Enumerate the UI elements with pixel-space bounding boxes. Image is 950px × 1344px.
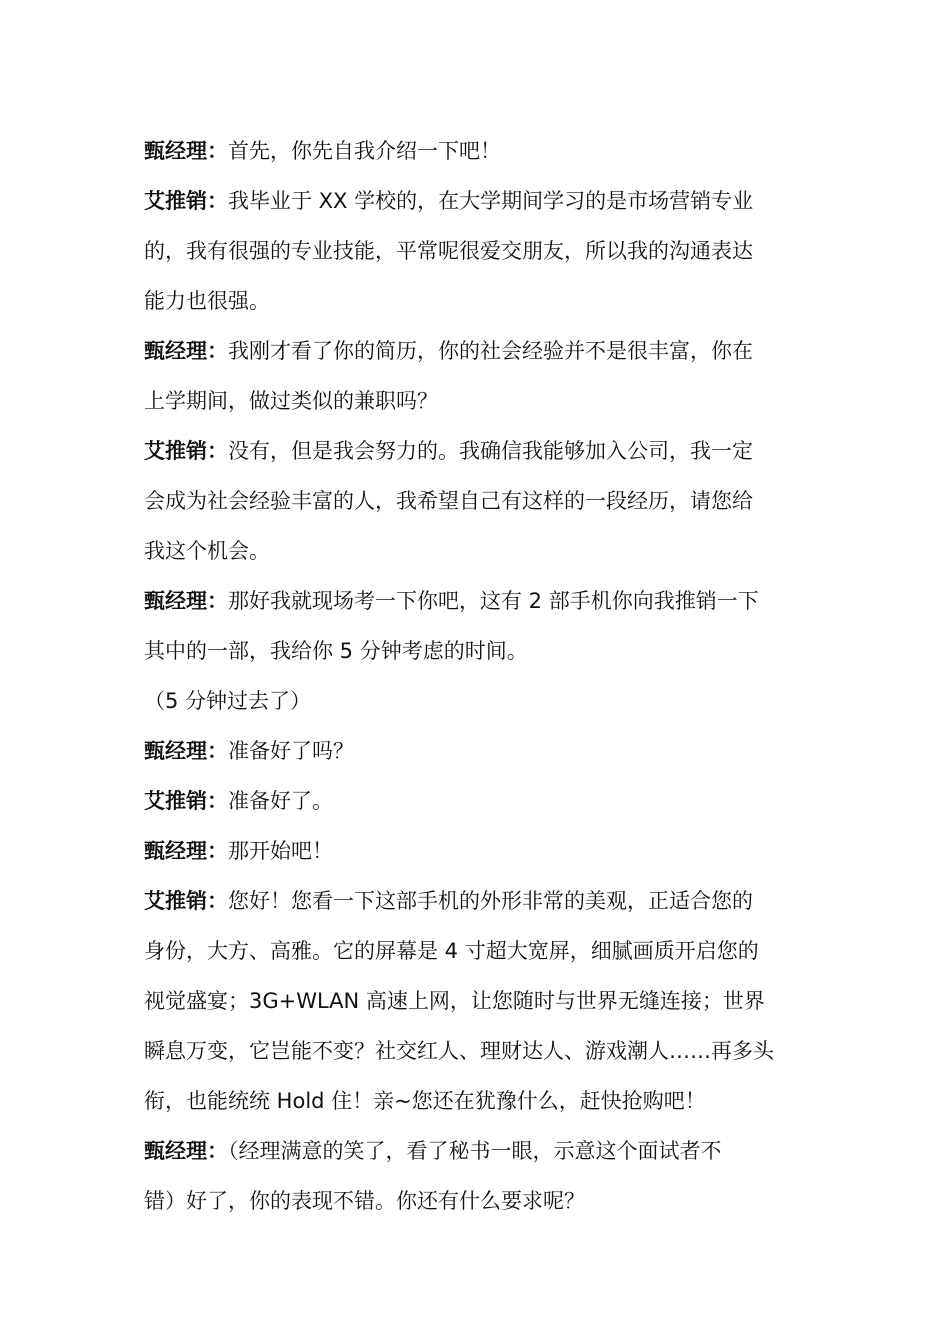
dialogue-line xyxy=(144,676,814,726)
speaker-label: 甄经理： xyxy=(144,339,228,363)
dialogue-line xyxy=(144,1176,814,1226)
dialogue-line xyxy=(144,926,814,976)
dialogue-line xyxy=(144,1076,814,1126)
dialogue-line xyxy=(144,176,814,226)
dialogue-text: 会成为社会经验丰富的人，我希望自己有这样的一段经历，请您给 xyxy=(144,489,753,513)
dialogue-line xyxy=(144,1026,814,1076)
dialogue-line xyxy=(144,426,814,476)
dialogue-text: 那好我就现场考一下你吧，这有 2 部手机你向我推销一下 xyxy=(228,589,759,613)
dialogue-text: 能力也很强。 xyxy=(144,289,270,313)
dialogue-text: 错）好了，你的表现不错。你还有什么要求呢？ xyxy=(144,1189,585,1213)
dialogue-line xyxy=(144,626,814,676)
dialogue-text: 首先，你先自我介绍一下吧！ xyxy=(228,139,501,163)
dialogue-text: 我这个机会。 xyxy=(144,539,270,563)
dialogue-text: 上学期间，做过类似的兼职吗？ xyxy=(144,389,438,413)
speaker-label: 艾推销： xyxy=(144,789,228,813)
speaker-label: 甄经理： xyxy=(144,739,228,763)
dialogue-line xyxy=(144,476,814,526)
dialogue-line xyxy=(144,826,814,876)
dialogue-text: 衔，也能统统 Hold 住！亲~您还在犹豫什么，赶快抢购吧！ xyxy=(144,1089,706,1113)
dialogue-text: 您好！您看一下这部手机的外形非常的美观，正适合您的 xyxy=(228,889,753,913)
dialogue-line xyxy=(144,276,814,326)
dialogue-text: 其中的一部，我给你 5 分钟考虑的时间。 xyxy=(144,639,528,663)
dialogue-line xyxy=(144,1126,814,1176)
dialogue-text: 没有，但是我会努力的。我确信我能够加入公司，我一定 xyxy=(228,439,753,463)
dialogue-line xyxy=(144,776,814,826)
dialogue-text: （经理满意的笑了，看了秘书一眼，示意这个面试者不 xyxy=(228,1139,722,1163)
dialogue-line xyxy=(144,326,814,376)
speaker-label: 甄经理： xyxy=(144,839,228,863)
speaker-label: 甄经理： xyxy=(144,139,228,163)
speaker-label: 甄经理： xyxy=(144,1139,228,1163)
dialogue-line xyxy=(144,876,814,926)
dialogue-text: 视觉盛宴；3G+WLAN 高速上网，让您随时与世界无缝连接；世界 xyxy=(144,989,765,1013)
dialogue-line xyxy=(144,526,814,576)
speaker-label: 艾推销： xyxy=(144,189,228,213)
dialogue-text: 瞬息万变，它岂能不变？社交红人、理财达人、游戏潮人……再多头 xyxy=(144,1039,774,1063)
dialogue-line xyxy=(144,126,814,176)
dialogue-text: 准备好了。 xyxy=(228,789,333,813)
dialogue-text: 准备好了吗？ xyxy=(228,739,354,763)
dialogue-line xyxy=(144,976,814,1026)
dialogue-text: 我毕业于 XX 学校的，在大学期间学习的是市场营销专业 xyxy=(228,189,754,213)
speaker-label: 艾推销： xyxy=(144,439,228,463)
dialogue-line xyxy=(144,726,814,776)
speaker-label: 艾推销： xyxy=(144,889,228,913)
dialogue-text: 我刚才看了你的简历，你的社会经验并不是很丰富，你在 xyxy=(228,339,753,363)
dialogue-line xyxy=(144,376,814,426)
speaker-label: 甄经理： xyxy=(144,589,228,613)
dialogue-body xyxy=(144,126,814,1226)
dialogue-line xyxy=(144,226,814,276)
dialogue-text: 身份，大方、高雅。它的屏幕是 4 寸超大宽屏，细腻画质开启您的 xyxy=(144,939,759,963)
dialogue-text: 的，我有很强的专业技能，平常呢很爱交朋友，所以我的沟通表达 xyxy=(144,239,753,263)
dialogue-text: 那开始吧！ xyxy=(228,839,333,863)
dialogue-line xyxy=(144,576,814,626)
dialogue-text: （5 分钟过去了） xyxy=(144,689,312,713)
